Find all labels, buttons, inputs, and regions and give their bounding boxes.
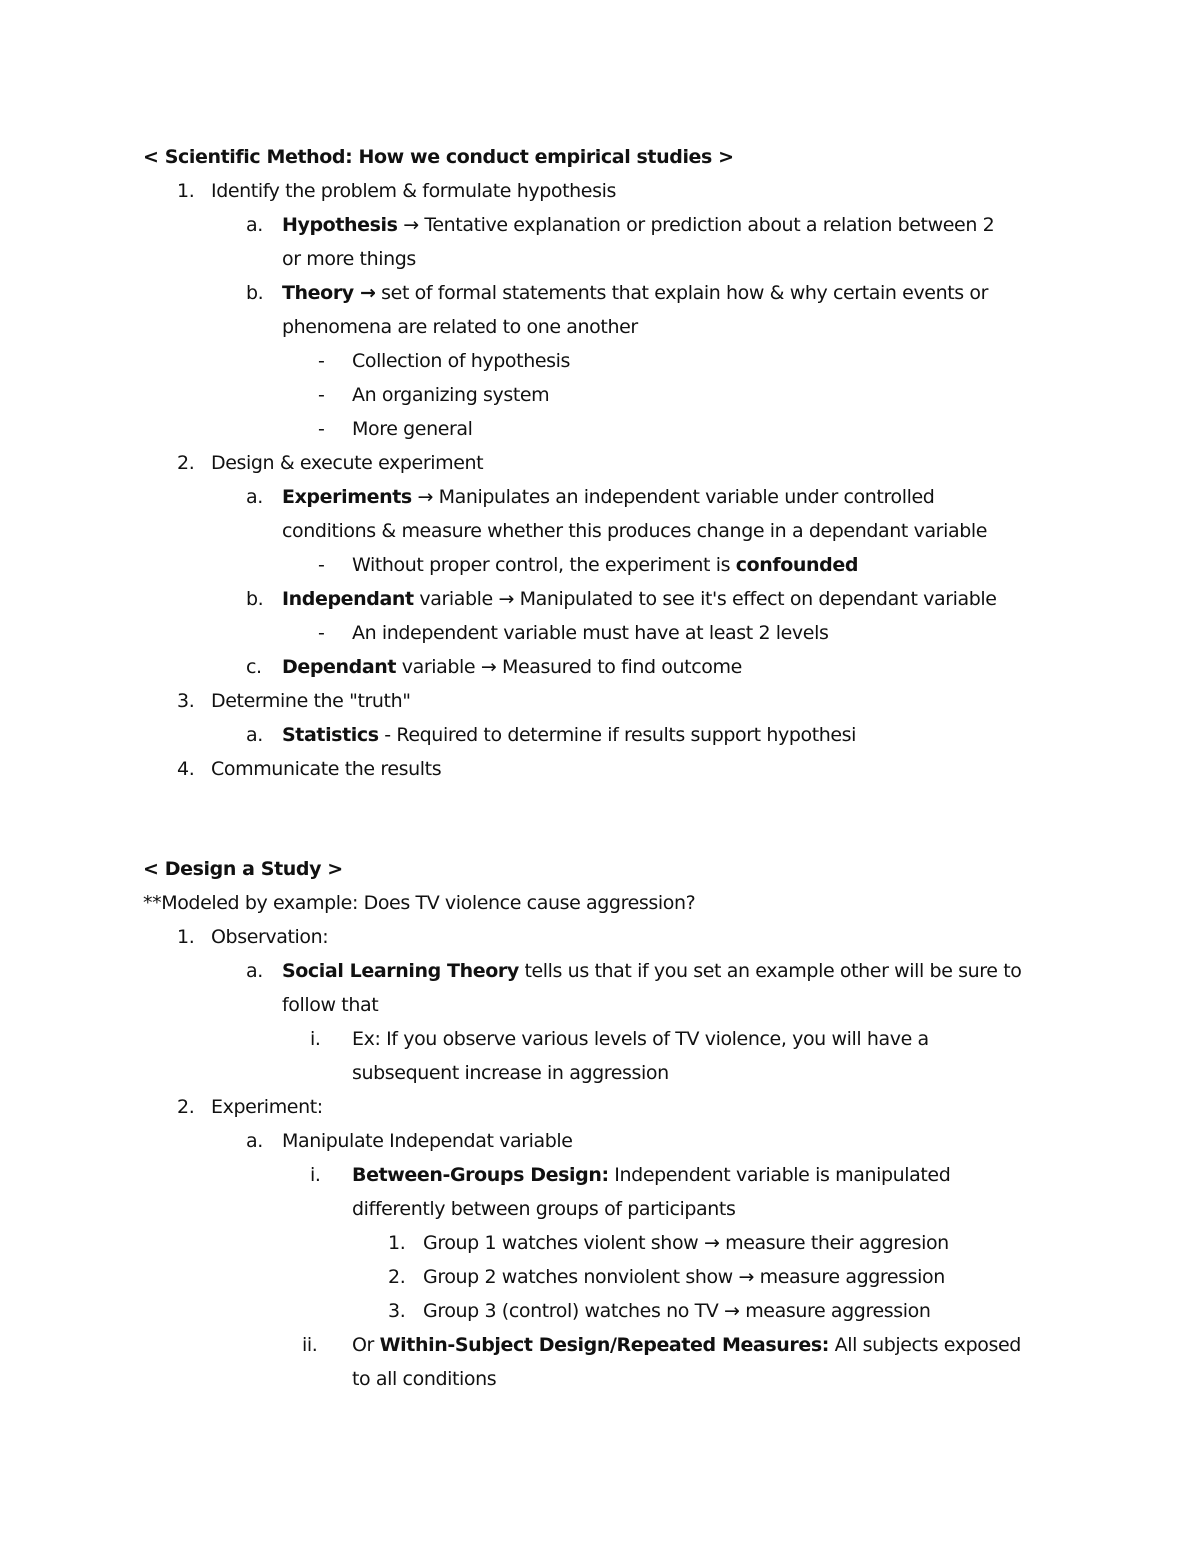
list-item: Experiments → Manipulates an independent variable under controlled bbox=[282, 486, 935, 508]
list-item: Hypothesis → Tentative explanation or prediction about a relation between 2 bbox=[282, 214, 995, 236]
list-item: Observation: bbox=[211, 926, 329, 948]
list-number: 2. bbox=[177, 1096, 195, 1118]
list-letter: c. bbox=[246, 656, 262, 678]
term-social-learning-theory: Social Learning Theory bbox=[282, 960, 519, 982]
term-independant: Independant bbox=[282, 588, 414, 610]
bullet-item: Collection of hypothesis bbox=[352, 350, 571, 372]
bullet-item: Without proper control, the experiment is confounded bbox=[352, 554, 859, 576]
list-item: Statistics - Required to determine if results support hypothesi bbox=[282, 724, 857, 746]
term-confounded: confounded bbox=[735, 554, 859, 576]
list-number: 1. bbox=[388, 1232, 406, 1254]
list-number: 2. bbox=[388, 1266, 406, 1288]
list-item: Group 3 (control) watches no TV → measure aggression bbox=[423, 1300, 931, 1322]
list-number: 3. bbox=[177, 690, 195, 712]
dash-bullet: - bbox=[318, 384, 325, 406]
list-item: Theory → set of formal statements that explain how & why certain events or bbox=[282, 282, 989, 304]
list-letter: b. bbox=[246, 282, 264, 304]
bullet-item: More general bbox=[352, 418, 473, 440]
term-within-subject-design: Within-Subject Design/Repeated Measures: bbox=[379, 1334, 829, 1356]
list-letter: a. bbox=[246, 1130, 263, 1152]
list-item: Ex: If you observe various levels of TV violence, you will have a bbox=[352, 1028, 929, 1050]
term-experiments: Experiments bbox=[282, 486, 412, 508]
list-number: 3. bbox=[388, 1300, 406, 1322]
term-statistics: Statistics bbox=[282, 724, 379, 746]
list-letter: b. bbox=[246, 588, 264, 610]
section-intro: **Modeled by example: Does TV violence cause aggression? bbox=[143, 892, 696, 914]
section-heading-design-a-study: < Design a Study > bbox=[143, 858, 343, 880]
list-letter: a. bbox=[246, 214, 263, 236]
list-item-continuation: differently between groups of participants bbox=[352, 1198, 736, 1220]
list-roman: i. bbox=[310, 1028, 321, 1050]
term-theory: Theory → bbox=[282, 282, 376, 304]
list-item-continuation: phenomena are related to one another bbox=[282, 316, 638, 338]
list-item: Between-Groups Design: Independent variable is manipulated bbox=[352, 1164, 951, 1186]
term-hypothesis: Hypothesis bbox=[282, 214, 398, 236]
list-item-continuation: or more things bbox=[282, 248, 416, 270]
dash-bullet: - bbox=[318, 554, 325, 576]
list-item: Dependant variable → Measured to find outcome bbox=[282, 656, 742, 678]
list-letter: a. bbox=[246, 486, 263, 508]
list-item: Experiment: bbox=[211, 1096, 323, 1118]
list-number: 4. bbox=[177, 758, 195, 780]
list-roman: ii. bbox=[302, 1334, 318, 1356]
dash-bullet: - bbox=[318, 418, 325, 440]
list-roman: i. bbox=[310, 1164, 321, 1186]
list-number: 1. bbox=[177, 180, 195, 202]
list-item: Identify the problem & formulate hypothesis bbox=[211, 180, 616, 202]
list-item: Design & execute experiment bbox=[211, 452, 484, 474]
list-item: Group 1 watches violent show → measure their aggresion bbox=[423, 1232, 949, 1254]
list-item-continuation: subsequent increase in aggression bbox=[352, 1062, 669, 1084]
list-item: Manipulate Independat variable bbox=[282, 1130, 573, 1152]
section-heading-scientific-method: < Scientific Method: How we conduct empirical studies > bbox=[143, 146, 734, 168]
list-letter: a. bbox=[246, 724, 263, 746]
dash-bullet: - bbox=[318, 622, 325, 644]
list-item: Or Within-Subject Design/Repeated Measures: All subjects exposed bbox=[352, 1334, 1021, 1356]
list-letter: a. bbox=[246, 960, 263, 982]
bullet-item: An independent variable must have at least 2 levels bbox=[352, 622, 829, 644]
term-between-groups-design: Between-Groups Design: bbox=[352, 1164, 609, 1186]
list-item-continuation: follow that bbox=[282, 994, 379, 1016]
list-item: Independant variable → Manipulated to see it's effect on dependant variable bbox=[282, 588, 997, 610]
list-item: Determine the "truth" bbox=[211, 690, 411, 712]
list-item: Communicate the results bbox=[211, 758, 442, 780]
bullet-item: An organizing system bbox=[352, 384, 550, 406]
list-item-continuation: conditions & measure whether this produces change in a dependant variable bbox=[282, 520, 988, 542]
dash-bullet: - bbox=[318, 350, 325, 372]
list-item: Social Learning Theory tells us that if you set an example other will be sure to bbox=[282, 960, 1022, 982]
list-item-continuation: to all conditions bbox=[352, 1368, 497, 1390]
term-dependant: Dependant bbox=[282, 656, 397, 678]
list-item: Group 2 watches nonviolent show → measure aggression bbox=[423, 1266, 945, 1288]
list-number: 1. bbox=[177, 926, 195, 948]
list-number: 2. bbox=[177, 452, 195, 474]
